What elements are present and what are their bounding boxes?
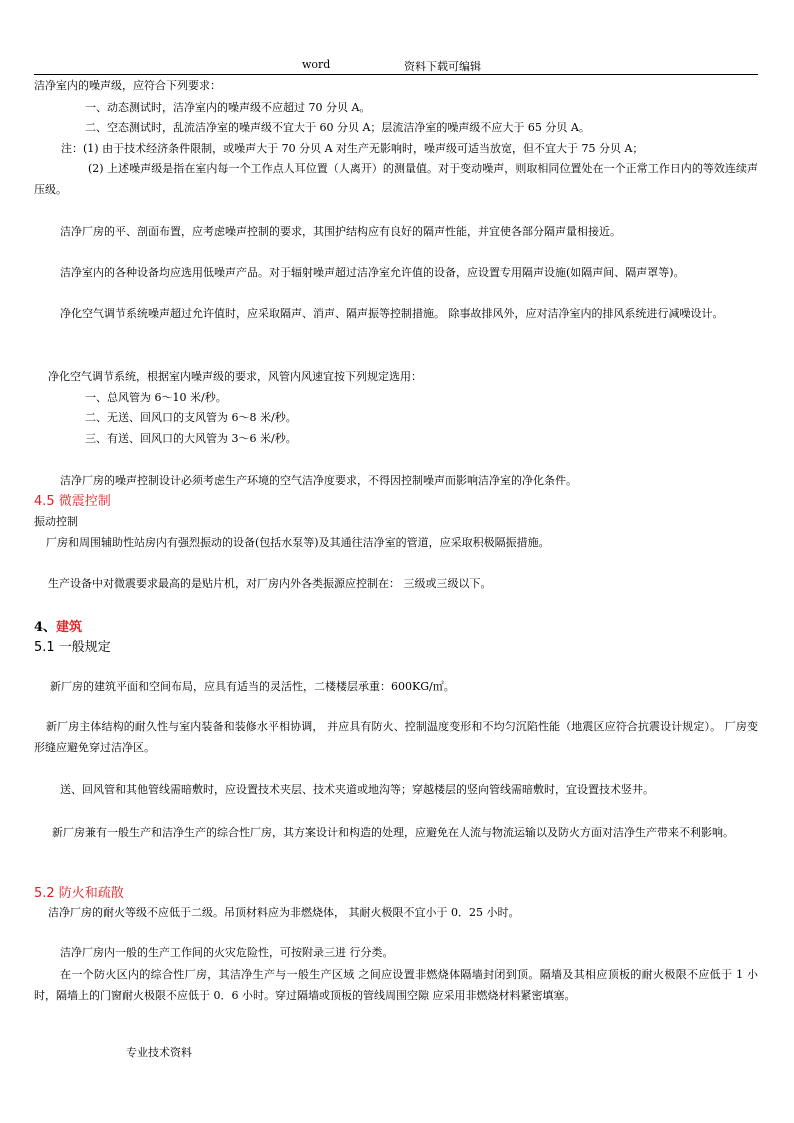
chapter-number: 4、 xyxy=(34,620,57,635)
paragraph: 洁净室内的各种设备均应选用低噪声产品。对于辐射噪声超过洁净室允许值的设备，应设置专用隔声设施(如隔声间、隔声罩等)。 xyxy=(60,266,685,279)
header-right-text: 资料下载可编辑 xyxy=(404,60,481,73)
paragraph: 净化空气调节系统噪声超过允许值时，应采取隔声、消声、隔声振等控制措施。 除事故排风外，应对洁净室内的排风系统进行减噪设计。 xyxy=(60,307,724,320)
page-header xyxy=(34,58,758,75)
header-word: word xyxy=(302,58,331,71)
list-item: 二、空态测试时，乱流洁净室的噪声级不宜大于 60 分贝 A；层流洁净室的噪声级不应大于 65 分贝 A。 xyxy=(85,121,590,134)
list-item: 一、总风管为 6～10 米/秒。 xyxy=(85,391,227,404)
section-heading: 5.2 防火和疏散 xyxy=(34,886,124,901)
paragraph: 送、回风管和其他管线需暗敷时，应设置技术夹层、技术夹道或地沟等；穿越楼层的竖向管线需暗敷时，宜设置技术竖井。 xyxy=(60,783,654,796)
paragraph: 新厂房主体结构的耐久性与室内装备和装修水平相协调， 并应具有防火、控制温度变形和不均匀沉陷性能（地震区应符合抗震设计规定）。 厂房变形缝应避免穿过洁净区。 xyxy=(34,720,758,754)
paragraph: 洁净厂房的耐火等级不应低于二级。吊顶材料应为非燃烧体， 其耐火极限不宜小于 0．25 小时。 xyxy=(48,906,520,919)
paragraph: 洁净厂房内一般的生产工作间的火灾危险性，可按附录三进 行分类。 xyxy=(60,946,394,959)
chapter-title: 建筑 xyxy=(56,620,83,635)
paragraph: 洁净室内的噪声级，应符合下列要求： xyxy=(34,79,221,92)
paragraph: 新厂房兼有一般生产和洁净生产的综合性厂房，其方案设计和构造的处理，应避免在人流与物流运输以及防火方面对洁净生产带来不利影响。 xyxy=(52,826,734,839)
list-item: 三、有送、回风口的大风管为 3～6 米/秒。 xyxy=(85,432,297,445)
paragraph: 新厂房的建筑平面和空间布局，应具有适当的灵活性，二楼楼层承重：600KG/㎡。 xyxy=(50,680,455,693)
paragraph: 生产设备中对微震要求最高的是贴片机，对厂房内外各类振源应控制在： 三级或三级以下。 xyxy=(48,577,492,590)
sub-heading: 振动控制 xyxy=(34,515,78,528)
section-heading: 5.1 一般规定 xyxy=(34,640,111,655)
paragraph: 洁净厂房的平、剖面布置，应考虑噪声控制的要求，其围护结构应有良好的隔声性能，并宜使各部分隔声量相接近。 xyxy=(60,225,621,238)
chapter-heading xyxy=(34,619,82,636)
list-item: 一、动态测试时，洁净室内的噪声级不应超过 70 分贝 A。 xyxy=(85,101,371,114)
note: (2) 上述噪声级是指在室内每一个工作点人耳位置（人离开）的测量值。对于变动噪声，则取相同位置处在一个正常工作日内的等效连续声压级。 xyxy=(34,162,758,196)
list-item: 二、无送、回风口的支风管为 6～8 米/秒。 xyxy=(85,411,297,424)
paragraph: 洁净厂房的噪声控制设计必须考虑生产环境的空气洁净度要求，不得因控制噪声而影响洁净室的净化条件。 xyxy=(60,474,577,487)
note: 注：(1) 由于技术经济条件限制，或噪声大于 70 分贝 A 对生产无影响时，噪声级可适当放宽，但不宜大于 75 分贝 A； xyxy=(61,142,644,155)
section-heading: 4.5 微震控制 xyxy=(34,494,111,509)
paragraph: 在一个防火区内的综合性厂房，其洁净生产与一般生产区域 之间应设置非燃烧体隔墙封闭到顶。隔墙及其相应顶板的耐火极限不应低于 1 小 时，隔墙上的门窗耐火极限不应低于 0．6 小时。穿过隔墙或顶板的管线周围空隙 应采用非燃烧材料紧密填塞。 xyxy=(34,968,758,1002)
paragraph: 净化空气调节系统，根据室内噪声级的要求，风管内风速宜按下列规定选用： xyxy=(48,370,422,383)
page-footer: 专业技术资料 xyxy=(126,1046,192,1059)
paragraph: 厂房和周围辅助性站房内有强烈振动的设备(包括水泵等)及其通往洁净室的管道，应采取积极隔振措施。 xyxy=(46,536,550,549)
